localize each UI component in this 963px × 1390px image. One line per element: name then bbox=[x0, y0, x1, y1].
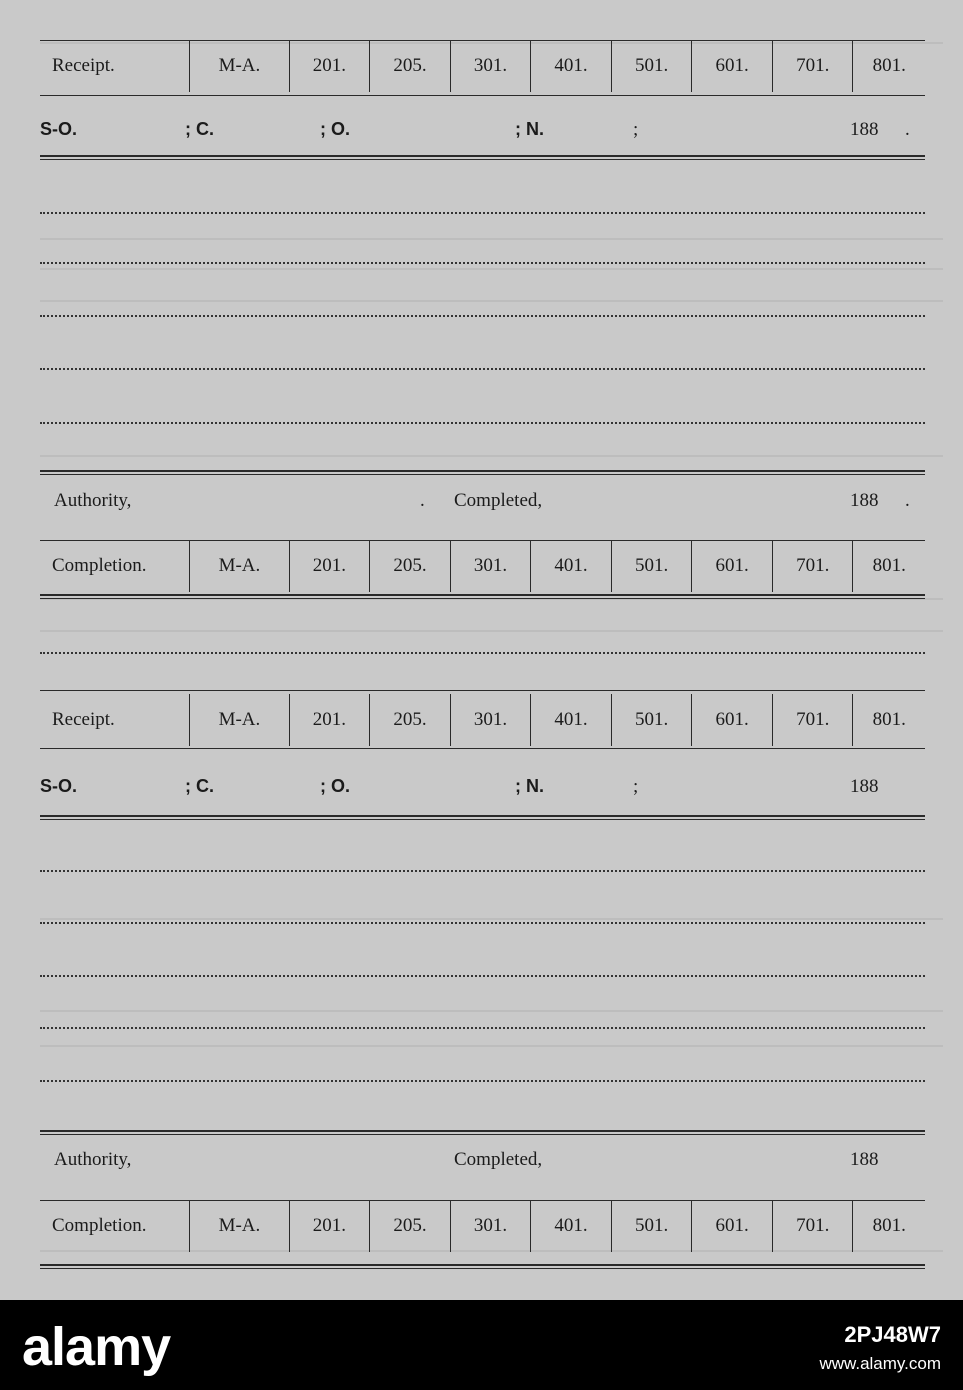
cell-205: 205. bbox=[369, 694, 450, 746]
year-label: 188 bbox=[850, 1149, 879, 1170]
cell-801: 801. bbox=[852, 694, 925, 746]
receipt-label: Receipt. bbox=[52, 709, 115, 730]
semicolon: ; bbox=[633, 776, 639, 797]
authority-line bbox=[40, 484, 925, 520]
cell-401: 401. bbox=[530, 40, 611, 92]
cell-601: 601. bbox=[691, 540, 772, 592]
completion-label: Completion. bbox=[52, 1215, 147, 1236]
cell-701: 701. bbox=[772, 694, 853, 746]
cell-601: 601. bbox=[691, 694, 772, 746]
cell-401: 401. bbox=[530, 694, 611, 746]
completed-label: Completed, bbox=[454, 1149, 543, 1170]
cell-ma: M-A. bbox=[189, 694, 288, 746]
cell-501: 501. bbox=[611, 694, 692, 746]
cell-205: 205. bbox=[369, 40, 450, 92]
completed-label: Completed, bbox=[454, 490, 543, 511]
n-label: ; N. bbox=[515, 119, 544, 139]
receipt-row bbox=[40, 40, 925, 92]
n-label: ; N. bbox=[515, 776, 544, 796]
cell-205: 205. bbox=[369, 540, 450, 592]
cell-401: 401. bbox=[530, 540, 611, 592]
cell-501: 501. bbox=[611, 1200, 692, 1252]
cell-601: 601. bbox=[691, 40, 772, 92]
period: . bbox=[905, 490, 910, 511]
image-id: 2PJ48W7 bbox=[844, 1322, 941, 1347]
blank-line bbox=[40, 1027, 925, 1029]
c-label: ; C. bbox=[185, 119, 214, 139]
cell-701: 701. bbox=[772, 540, 853, 592]
cell-301: 301. bbox=[450, 40, 531, 92]
cell-301: 301. bbox=[450, 1200, 531, 1252]
completion-label: Completion. bbox=[52, 555, 147, 576]
cell-501: 501. bbox=[611, 540, 692, 592]
so-line bbox=[40, 113, 925, 149]
cell-301: 301. bbox=[450, 540, 531, 592]
blank-line bbox=[40, 975, 925, 977]
site-url: www.alamy.com bbox=[819, 1354, 941, 1373]
blank-line bbox=[40, 1080, 925, 1082]
authority-line bbox=[40, 1143, 925, 1179]
cell-201: 201. bbox=[289, 1200, 370, 1252]
so-label: S-O. bbox=[40, 119, 78, 139]
c-label: ; C. bbox=[185, 776, 214, 796]
o-label: ; O. bbox=[320, 119, 350, 139]
cell-801: 801. bbox=[852, 40, 925, 92]
period: . bbox=[420, 490, 425, 511]
cell-201: 201. bbox=[289, 40, 370, 92]
blank-line bbox=[40, 315, 925, 317]
cell-ma: M-A. bbox=[189, 540, 288, 592]
cell-ma: M-A. bbox=[189, 40, 288, 92]
cell-701: 701. bbox=[772, 40, 853, 92]
blank-line bbox=[40, 422, 925, 424]
blank-line bbox=[40, 368, 925, 370]
cell-205: 205. bbox=[369, 1200, 450, 1252]
cell-801: 801. bbox=[852, 1200, 925, 1252]
blank-line bbox=[40, 922, 925, 924]
cell-201: 201. bbox=[289, 694, 370, 746]
receipt-row bbox=[40, 694, 925, 746]
year-label: 188 bbox=[850, 119, 879, 140]
cell-201: 201. bbox=[289, 540, 370, 592]
semicolon: ; bbox=[633, 119, 639, 140]
cell-501: 501. bbox=[611, 40, 692, 92]
blank-line bbox=[40, 212, 925, 214]
completion-row bbox=[40, 540, 925, 592]
cell-301: 301. bbox=[450, 694, 531, 746]
o-label: ; O. bbox=[320, 776, 350, 796]
so-label: S-O. bbox=[40, 776, 78, 796]
year-label: 188 bbox=[850, 490, 879, 511]
cell-ma: M-A. bbox=[189, 1200, 288, 1252]
blank-line bbox=[40, 262, 925, 264]
cell-601: 601. bbox=[691, 1200, 772, 1252]
year-label: 188 bbox=[850, 776, 879, 797]
so-line bbox=[40, 770, 925, 806]
cell-801: 801. bbox=[852, 540, 925, 592]
alamy-logo: alamy bbox=[22, 1317, 171, 1377]
authority-label: Authority, bbox=[54, 1149, 132, 1170]
cell-701: 701. bbox=[772, 1200, 853, 1252]
completion-row bbox=[40, 1200, 925, 1252]
period: . bbox=[905, 119, 910, 140]
receipt-label: Receipt. bbox=[52, 55, 115, 76]
blank-line bbox=[40, 870, 925, 872]
authority-label: Authority, bbox=[54, 490, 132, 511]
cell-401: 401. bbox=[530, 1200, 611, 1252]
